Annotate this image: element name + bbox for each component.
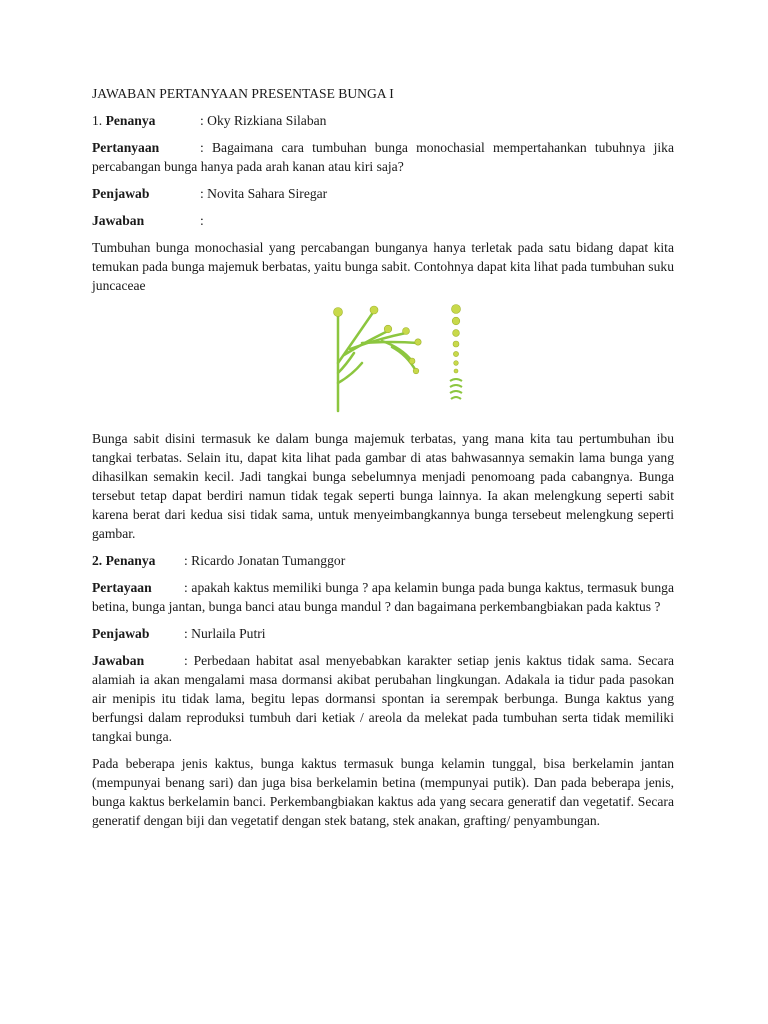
q1-penanya-row: 1. Penanya : Oky Rizkiana Silaban (92, 113, 327, 128)
q2-penanya-row (92, 551, 674, 570)
monochasial-inflorescence-illustration (322, 303, 472, 413)
q2-answer-paragraph: Pada beberapa jenis kaktus, bunga kaktus termasuk bunga kelamin tunggal, bisa berkelamin jantan (mempunyai benang sari) dan juga bisa berkelamin betina (mempunyai putik). Dan pada beberapa jenis, bunga kaktus berkelamin banci. Perkembangbiakan kaktus ada yang secara generatif dan vegetatif. Secara generatif dengan biji dan vegetatif dengan stek batang, stek anakan, grafting/ penyambungan. (92, 756, 674, 828)
q1-pertanyaan-label: Pertanyaan (92, 140, 160, 155)
q1-jawaban-label: Jawaban (92, 213, 145, 228)
q1-jawaban-row (92, 211, 674, 230)
q1-answer-paragraph-1: Tumbuhan bunga monochasial yang percabangan bunganya hanya terletak pada satu bidang dapat kita temukan pada bunga majemuk berbatas, yaitu bunga sabit. Contohnya dapat kita lihat pada tumbuhan suku juncaceae (92, 240, 674, 293)
q2-pertanyaan-value: : apakah kaktus memiliki bunga ? apa kelamin bunga pada bunga kaktus, termasuk bunga betina, bunga jantan, bunga banci atau bunga mandul ? dan bagaimana perkembangbiakan pada kaktus ? (92, 580, 674, 614)
q2-jawaban-value: : Perbedaan habitat asal menyebabkan karakter setiap jenis kaktus tidak sama. Secara alamiah ia akan mengalami masa dormansi akibat perubahan lingkungan. Adakala ia tidur pada pasokan air menipis itu tidak lama, begitu lepas dormansi spontan ia serempak berbunga. Bunga kaktus yang berfungsi dalam reproduksi tumbuh dari ketiak / areola da melekat pada tumbuhan serta tidak memiliki tangkai bunga. (92, 653, 674, 744)
q2-pertanyaan-label: Pertayaan (92, 580, 152, 595)
document-title: JAWABAN PERTANYAAN PRESENTASE BUNGA I (92, 86, 394, 101)
q2-penanya-label: Penanya (105, 553, 156, 568)
q1-pertanyaan-row (92, 138, 674, 176)
q2-jawaban-row (92, 651, 674, 746)
q1-pertanyaan-value: : Bagaimana cara tumbuhan bunga monochasial mempertahankan tubuhnya jika percabangan bunga hanya pada arah kanan atau kiri saja? (92, 140, 674, 174)
q1-penanya-value: : Oky Rizkiana Silaban (200, 113, 327, 128)
q2-penjawab-value: : Nurlaila Putri (184, 626, 266, 641)
q1-penanya-label: Penanya (105, 113, 156, 128)
q2-jawaban-label: Jawaban (92, 653, 145, 668)
q1-penjawab-label: Penjawab (92, 186, 150, 201)
document-body (92, 84, 674, 838)
q1-penjawab-value: : Novita Sahara Siregar (200, 186, 328, 201)
q2-penjawab-label: Penjawab (92, 626, 150, 641)
q1-jawaban-value: : (200, 213, 204, 228)
q2-pertanyaan-row (92, 578, 674, 616)
inflorescence-figure (92, 303, 674, 421)
q2-penjawab-row (92, 624, 674, 643)
q2-penanya-value: : Ricardo Jonatan Tumanggor (184, 553, 346, 568)
q1-penjawab-row (92, 184, 674, 203)
q2-number: 2. (92, 553, 103, 568)
q1-number: 1 (92, 113, 99, 128)
q1-answer-paragraph-2: Bunga sabit disini termasuk ke dalam bunga majemuk terbatas, yang mana kita tau pertumbuhan ibu tangkai terbatas. Selain itu, dapat kita lihat pada gambar di atas bahwasannya semakin lama bunga yang dihasilkan semakin kecil. Jadi tangkai bunga sebelumnya menjadi penomoang pada cabangnya. Bunga tersebut tetap dapat berdiri namun tidak tegak seperti bunga lainnya. Ia akan melengkung seperti sabit karena berat dari kedua sisi tidak sama, untuk menyeimbangkannya bunga tersebeut melengkung seperti gambar. (92, 431, 674, 541)
